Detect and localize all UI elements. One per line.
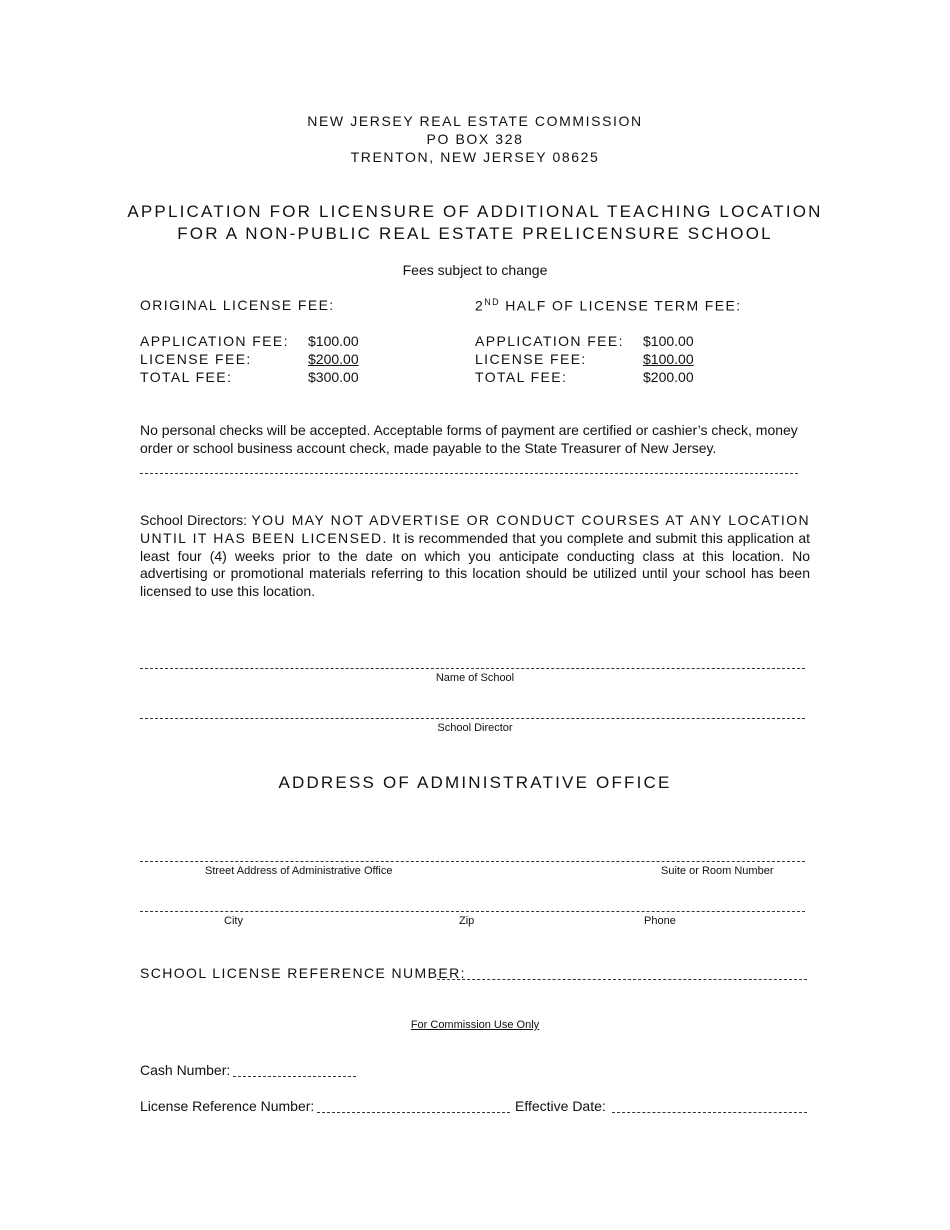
second-half-fee-heading: 2ND HALF OF LICENSE TERM FEE: [475, 297, 742, 314]
fee-label: APPLICATION FEE: [140, 333, 289, 349]
effective-date-field[interactable] [612, 1112, 807, 1113]
effective-date-label: Effective Date: [515, 1098, 606, 1114]
section-divider [140, 473, 798, 474]
school-director-label: School Director [437, 722, 513, 734]
zip-label: Zip [459, 915, 475, 927]
cash-number-label: Cash Number: [140, 1062, 231, 1078]
school-name-field[interactable] [140, 668, 805, 669]
license-reference-label: License Reference Number: [140, 1098, 315, 1114]
fee-label: APPLICATION FEE: [475, 333, 624, 349]
street-address-field[interactable] [140, 861, 805, 862]
school-director-field[interactable] [140, 718, 805, 719]
fees-note: Fees subject to change [402, 262, 548, 278]
commission-use-heading: For Commission Use Only [410, 1019, 540, 1031]
fee-value: $200.00 [308, 351, 359, 367]
fee-label: LICENSE FEE: [475, 351, 587, 367]
phone-label: Phone [644, 915, 676, 927]
suite-label: Suite or Room Number [661, 865, 774, 877]
reference-number-field[interactable] [437, 979, 807, 980]
form-title-line2: FOR A NON-PUBLIC REAL ESTATE PRELICENSURE SCHOOL [177, 224, 773, 243]
school-name-label: Name of School [435, 672, 515, 684]
license-reference-field[interactable] [317, 1112, 510, 1113]
fee-value: $300.00 [308, 369, 359, 385]
fee-value: $100.00 [643, 351, 694, 367]
org-name: NEW JERSEY REAL ESTATE COMMISSION [307, 113, 643, 129]
fee-value: $100.00 [643, 333, 694, 349]
original-fee-heading: ORIGINAL LICENSE FEE: [140, 297, 335, 313]
fee-value: $100.00 [308, 333, 359, 349]
form-title-line1: APPLICATION FOR LICENSURE OF ADDITIONAL TEACHING LOCATION [127, 202, 823, 221]
city-label: City [224, 915, 243, 927]
fee-label: TOTAL FEE: [140, 369, 233, 385]
fee-label: LICENSE FEE: [140, 351, 252, 367]
street-address-label: Street Address of Administrative Office [205, 865, 393, 877]
fee-value: $200.00 [643, 369, 694, 385]
reference-number-label: SCHOOL LICENSE REFERENCE NUMBER: [140, 965, 466, 981]
city-address: TRENTON, NEW JERSEY 08625 [350, 149, 600, 165]
cash-number-field[interactable] [233, 1076, 356, 1077]
city-zip-phone-field[interactable] [140, 911, 805, 912]
po-box: PO BOX 328 [426, 131, 524, 147]
address-heading: ADDRESS OF ADMINISTRATIVE OFFICE [278, 773, 672, 792]
payment-instructions: No personal checks will be accepted. Acceptable forms of payment are certified or cashier’s check, money order or school business account check, made payable to the State Treasurer of New Jersey. [140, 422, 798, 456]
fee-label: TOTAL FEE: [475, 369, 568, 385]
advertising-warning: YOU MAY NOT ADVERTISE OR CONDUCT COURSES AT ANY LOCATION UNTIL IT HAS BEEN LICENSED. [140, 512, 810, 546]
directors-notice: School Directors: YOU MAY NOT ADVERTISE OR CONDUCT COURSES AT ANY LOCATION UNTIL IT HAS BEEN LICENSED. It is recommended that you complete and submit this application at least four (4) weeks prior to the date on which you anticipate conducting class at this location. No advertising or promotional materials referring to this location should be utilized until your school has been licensed to use this location. [140, 512, 811, 600]
